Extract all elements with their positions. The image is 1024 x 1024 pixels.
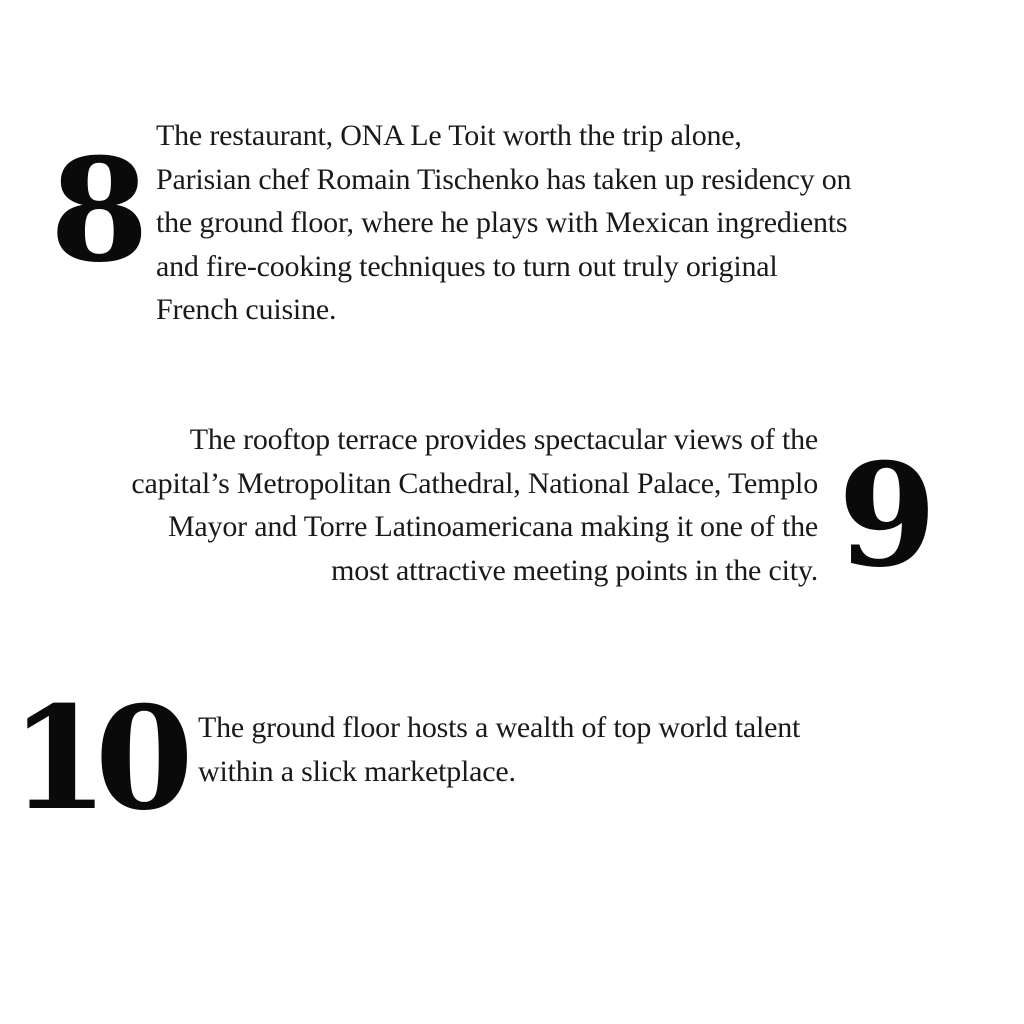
item-description-9 (131, 418, 818, 592)
description-line: The restaurant, ONA Le Toit worth the trip alone, (156, 119, 742, 152)
item-number-10: 10 (10, 676, 180, 842)
description-line: Mayor and Torre Latinoamericana making it one of the (167, 510, 818, 543)
description-line: and fire-cooking techniques to turn out truly original (156, 249, 778, 283)
item-number-9: 9 (838, 433, 937, 599)
item-number-8: 8 (50, 128, 145, 294)
description-line: The ground floor hosts a wealth of top world talent (198, 711, 801, 744)
description-line: The rooftop terrace provides spectacular views of the (189, 423, 818, 456)
description-line: most attractive meeting points in the city. (331, 553, 818, 587)
description-line: capital’s Metropolitan Cathedral, National Palace, Templo (131, 466, 818, 500)
description-line: the ground floor, where he plays with Mexican ingredients (156, 206, 848, 239)
description-line: French cuisine. (156, 293, 337, 326)
description-line: Parisian chef Romain Tischenko has taken up residency on (156, 162, 852, 196)
item-description-10 (198, 706, 800, 793)
description-line: within a slick marketplace. (198, 754, 516, 788)
item-description-8 (156, 114, 851, 332)
